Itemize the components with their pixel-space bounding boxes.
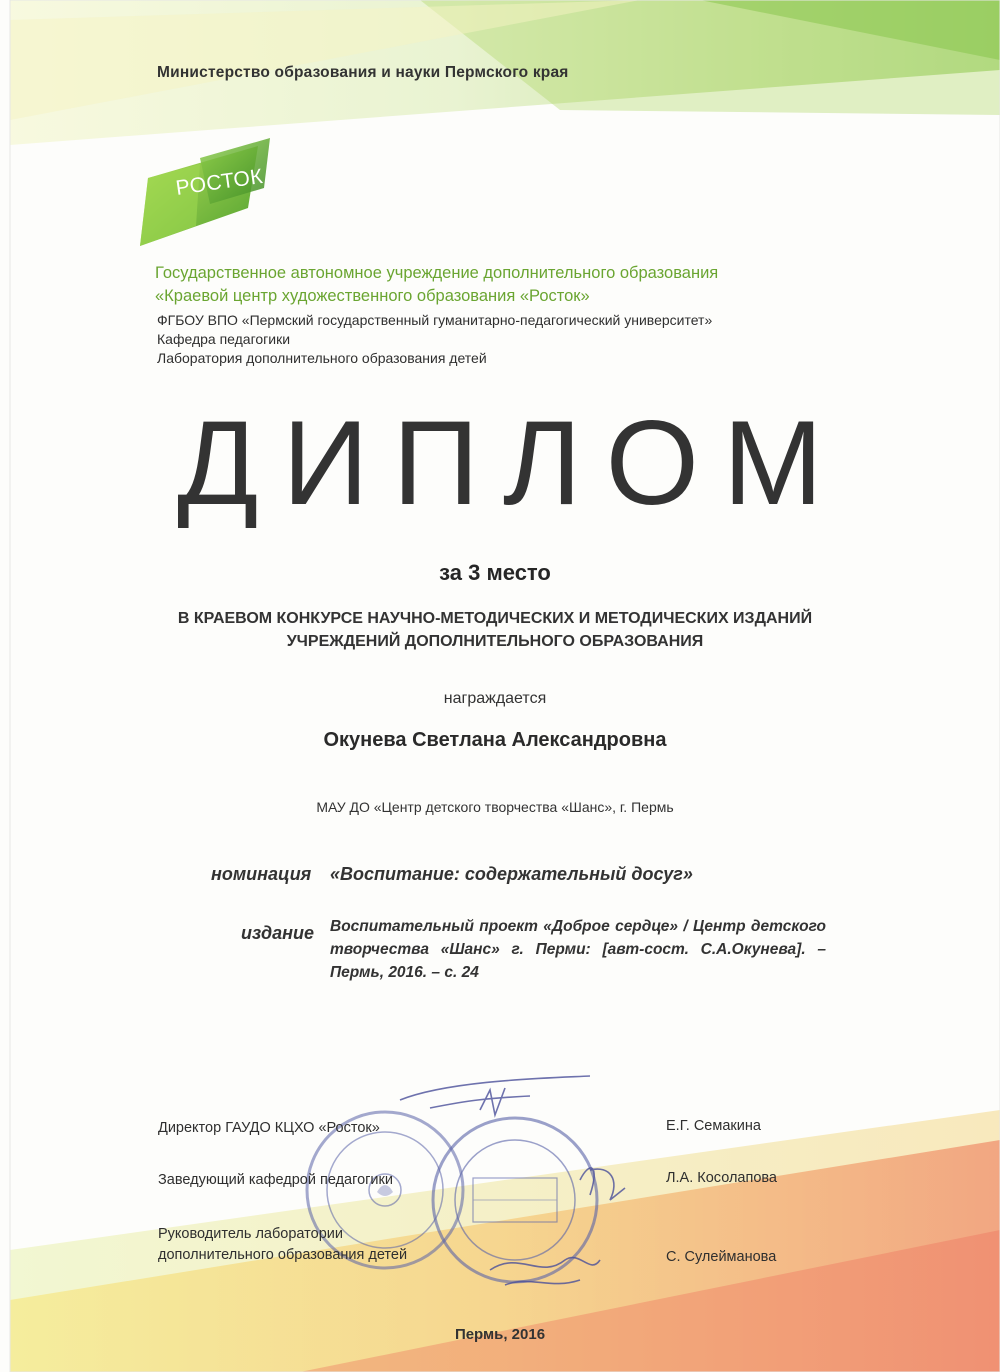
signature-role-line: Руководитель лаборатории xyxy=(158,1226,343,1242)
contest-line: В КРАЕВОМ КОНКУРСЕ НАУЧНО-МЕТОДИЧЕСКИХ И МЕТОДИЧЕСКИХ ИЗДАНИЙ xyxy=(177,610,813,627)
org-sub-line: ФГБОУ ВПО «Пермский государственный гуманитарно-педагогический университет» xyxy=(157,312,713,328)
publication-label: издание xyxy=(241,923,314,943)
signature-role: Директор ГАУДО КЦХО «Росток» xyxy=(158,1120,380,1136)
signature-name: Е.Г. Семакина xyxy=(666,1118,761,1134)
official-stamps xyxy=(290,1070,630,1330)
signature-name: С. Сулейманова xyxy=(666,1249,777,1265)
co-organizers xyxy=(157,311,712,368)
signature-role-line: дополнительного образования детей xyxy=(158,1247,408,1263)
org-sub-line: Лаборатория дополнительного образования детей xyxy=(157,350,487,366)
recipient-name: Окунева Светлана Александровна xyxy=(323,729,667,751)
ministry-heading: Министерство образования и науки Пермского края xyxy=(157,64,569,81)
publication-value: Воспитательный проект «Доброе сердце» / Центр детского творчества «Шанс» г. Перми: [авт-сост. С.А.Окунева]. – Пермь, 2016. – с. 24 xyxy=(330,918,826,981)
nomination-label: номинация xyxy=(211,864,312,884)
org-main-line: Государственное автономное учреждение дополнительного образования xyxy=(155,264,719,282)
main-organization xyxy=(155,262,718,308)
signature-head-of-department xyxy=(580,1168,625,1200)
signature-role: Заведующий кафедрой педагогики xyxy=(158,1172,393,1188)
signature-director xyxy=(400,1076,590,1115)
logo-text: РОСТОК xyxy=(174,164,265,200)
org-main-line: «Краевой центр художественного образования «Росток» xyxy=(155,287,590,305)
contest-name xyxy=(0,607,990,653)
diploma-title: ДИПЛОМ xyxy=(177,396,847,530)
recipient-institution: МАУ ДО «Центр детского творчества «Шанс», г. Пермь xyxy=(316,799,674,815)
contest-line: УЧРЕЖДЕНИЙ ДОПОЛНИТЕЛЬНОГО ОБРАЗОВАНИЯ xyxy=(286,633,704,650)
awarded-text: награждается xyxy=(443,690,547,707)
place-text: за 3 место xyxy=(439,560,551,585)
nomination-value: «Воспитание: содержательный досуг» xyxy=(330,864,693,884)
signature-name: Л.А. Косолапова xyxy=(666,1170,777,1186)
signature-role xyxy=(158,1224,407,1266)
city-year: Пермь, 2016 xyxy=(454,1326,546,1343)
org-sub-line: Кафедра педагогики xyxy=(157,331,291,347)
